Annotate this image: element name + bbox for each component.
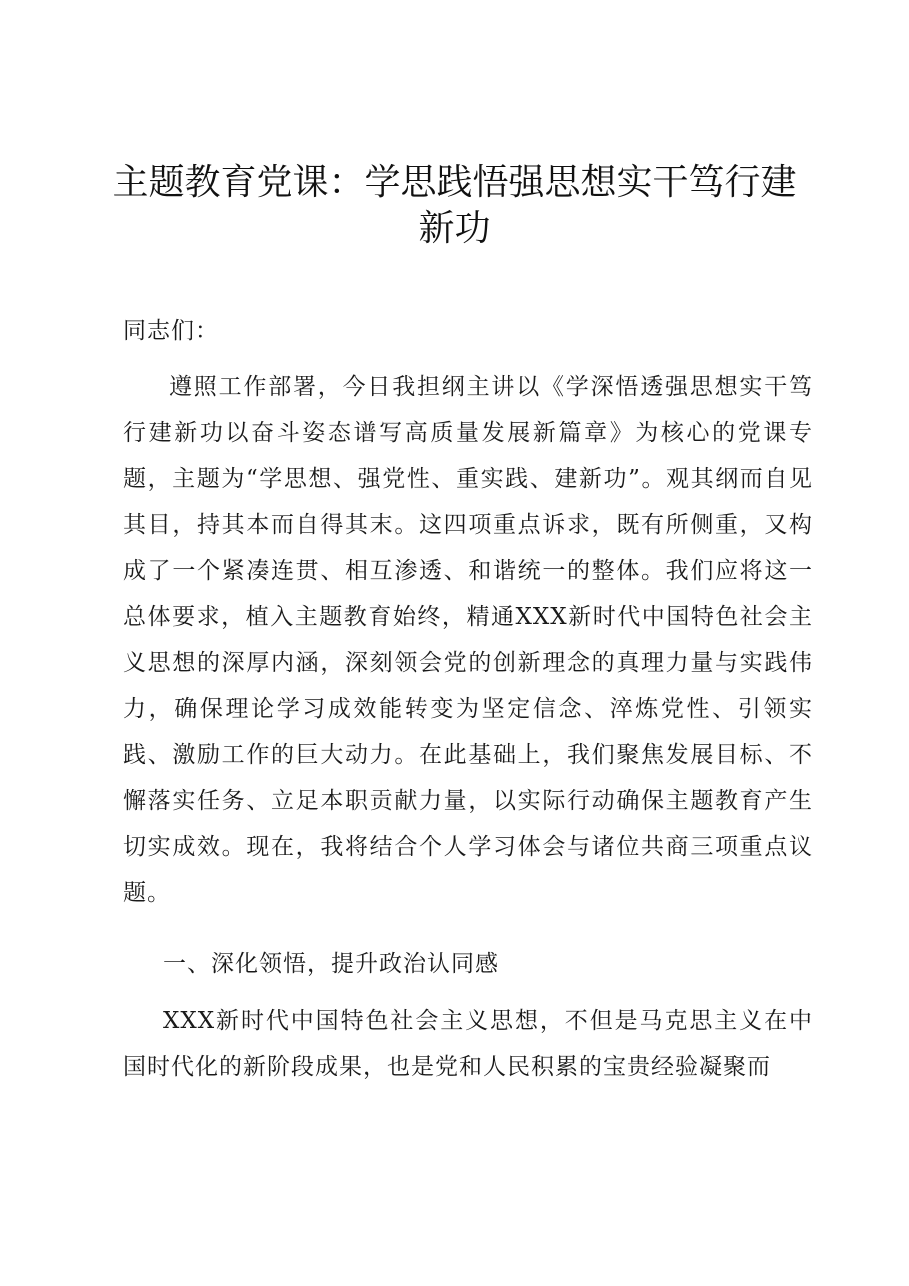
- section-paragraph: XXX新时代中国特色社会主义思想，不但是马克思主义在中国时代化的新阶段成果，也是党和人民积累的宝贵经验凝聚而: [123, 1008, 813, 1080]
- salutation: 同志们：: [123, 318, 219, 344]
- document-title: 主题教育党课：学思践悟强思想实干笃行建新功: [112, 162, 797, 249]
- body-paragraph: 遵照工作部署，今日我担纲主讲以《学深悟透强思想实干笃行建新功以奋斗姿态谱写高质量发展新篇章》为核心的党课专题，主题为“学思想、强党性、重实践、建新功”。观其纲而自见其目，持其本而自得其末。这四项重点诉求，既有所侧重，又构成了一个紧凑连贯、相互渗透、和谐统一的整体。我们应将这一总体要求，植入主题教育始终，精通XXX新时代中国特色社会主义思想的深厚内涵，深刻领会党的创新理念的真理力量与实践伟力，确保理论学习成效能转变为坚定信念、淬炼党性、引领实践、激励工作的巨大动力。在此基础上，我们聚焦发展目标、不懈落实任务、立足本职贡献力量，以实际行动确保主题教育产生切实成效。现在，我将结合个人学习体会与诸位共商三项重点议题。: [123, 374, 813, 906]
- section-heading: 一、深化领悟，提升政治认同感: [163, 951, 499, 977]
